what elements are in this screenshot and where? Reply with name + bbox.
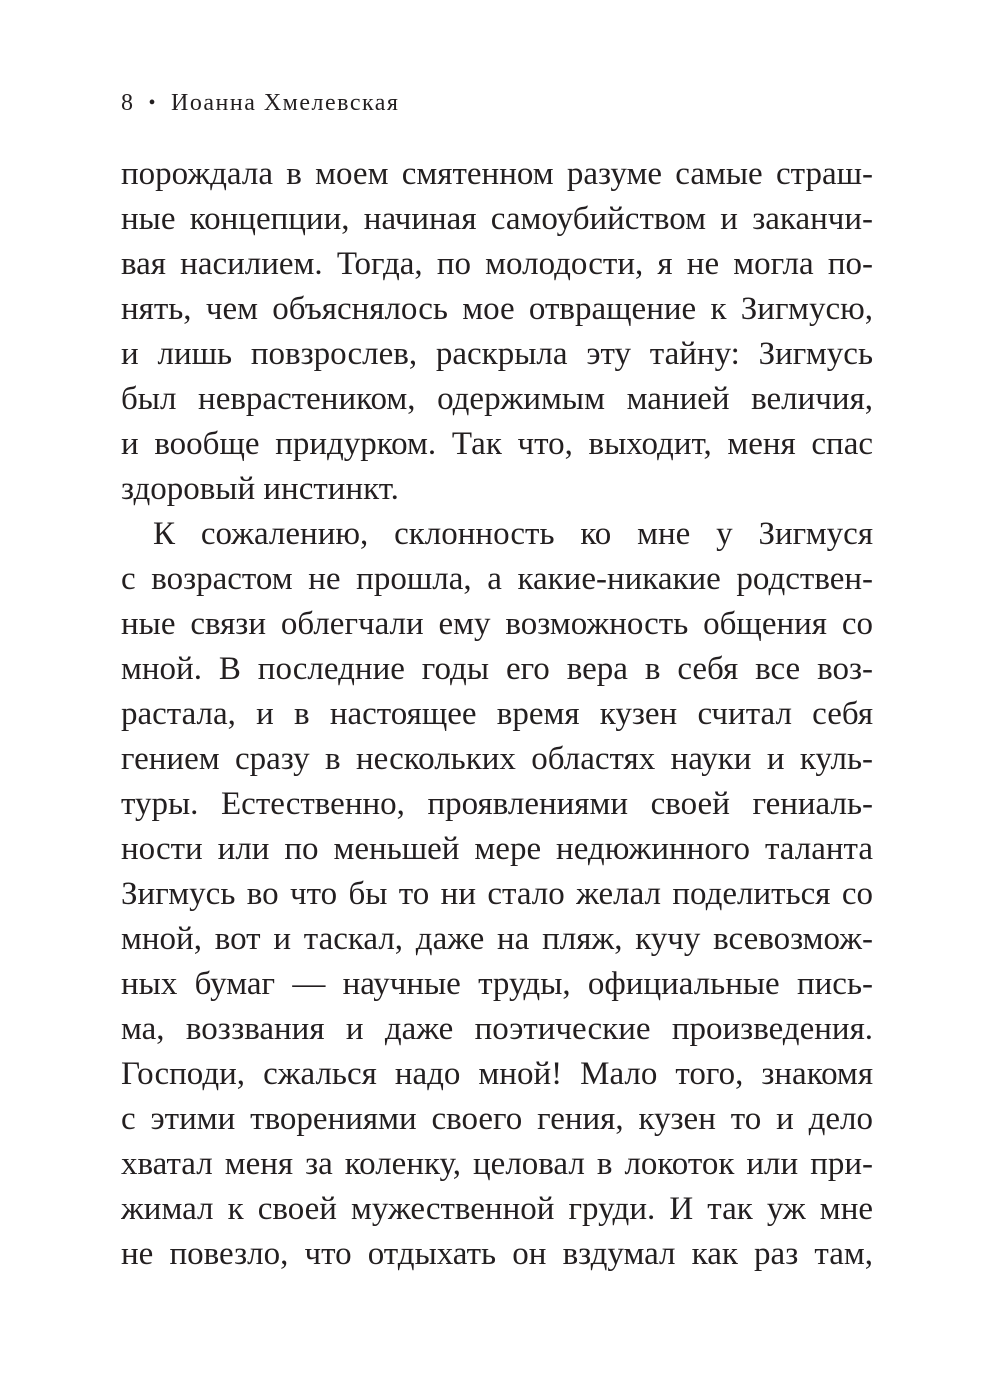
text-line: туры. Естественно, проявлениями своей гениаль- [121,786,873,822]
page-number: 8 [121,90,135,116]
text-line: и вообще придурком. Так что, выходит, меня спас [121,426,873,462]
header-separator: • [148,92,158,114]
text-line: гением сразу в нескольких областях науки и куль- [121,741,873,777]
text-line: и лишь повзрослев, раскрыла эту тайну: Зигмусь [121,336,873,372]
text-line: был неврастеником, одержимым манией величия, [121,381,873,417]
text-line: с этими творениями своего гения, кузен то и дело [121,1101,873,1137]
text-line: Господи, сжалься надо мной! Мало того, знакомя [121,1056,873,1092]
text-line: не повезло, что отдыхать он вздумал как раз там, [121,1236,873,1272]
text-line: мной. В последние годы его вера в себя все воз- [121,651,873,687]
text-line: порождала в моем смятенном разуме самые страш- [121,156,873,192]
text-line: ма, воззвания и даже поэтические произведения. [121,1011,873,1047]
text-line: ности или по меньшей мере недюжинного таланта [121,831,873,867]
paragraph [121,152,873,512]
text-line: ных бумаг — научные труды, официальные пись- [121,966,873,1002]
text-line: ные связи облегчали ему возможность общения со [121,606,873,642]
text-line: нять, чем объяснялось мое отвращение к Зигмусю, [121,291,873,327]
text-line: хватал меня за коленку, целовал в локоток или при- [121,1146,873,1182]
text-line: растала, и в настоящее время кузен считал себя [121,696,873,732]
text-line: вая насилием. Тогда, по молодости, я не могла по- [121,246,873,282]
text-line: мной, вот и таскал, даже на пляж, кучу всевозмож- [121,921,873,957]
text-line: с возрастом не прошла, а какие-никакие родствен- [121,561,873,597]
text-line: Зигмусь во что бы то ни стало желал поделиться со [121,876,873,912]
author-name: Иоанна Хмелевская [171,90,400,116]
text-line: жимал к своей мужественной груди. И так уж мне [121,1191,873,1227]
running-head [121,90,399,117]
text-line: К сожалению, склонность ко мне у Зигмуся [153,516,873,552]
text-line: ные концепции, начиная самоубийством и заканчи- [121,201,873,237]
text-line: здоровый инстинкт. [121,471,399,507]
body-text [121,152,873,1277]
paragraph [121,512,873,1277]
